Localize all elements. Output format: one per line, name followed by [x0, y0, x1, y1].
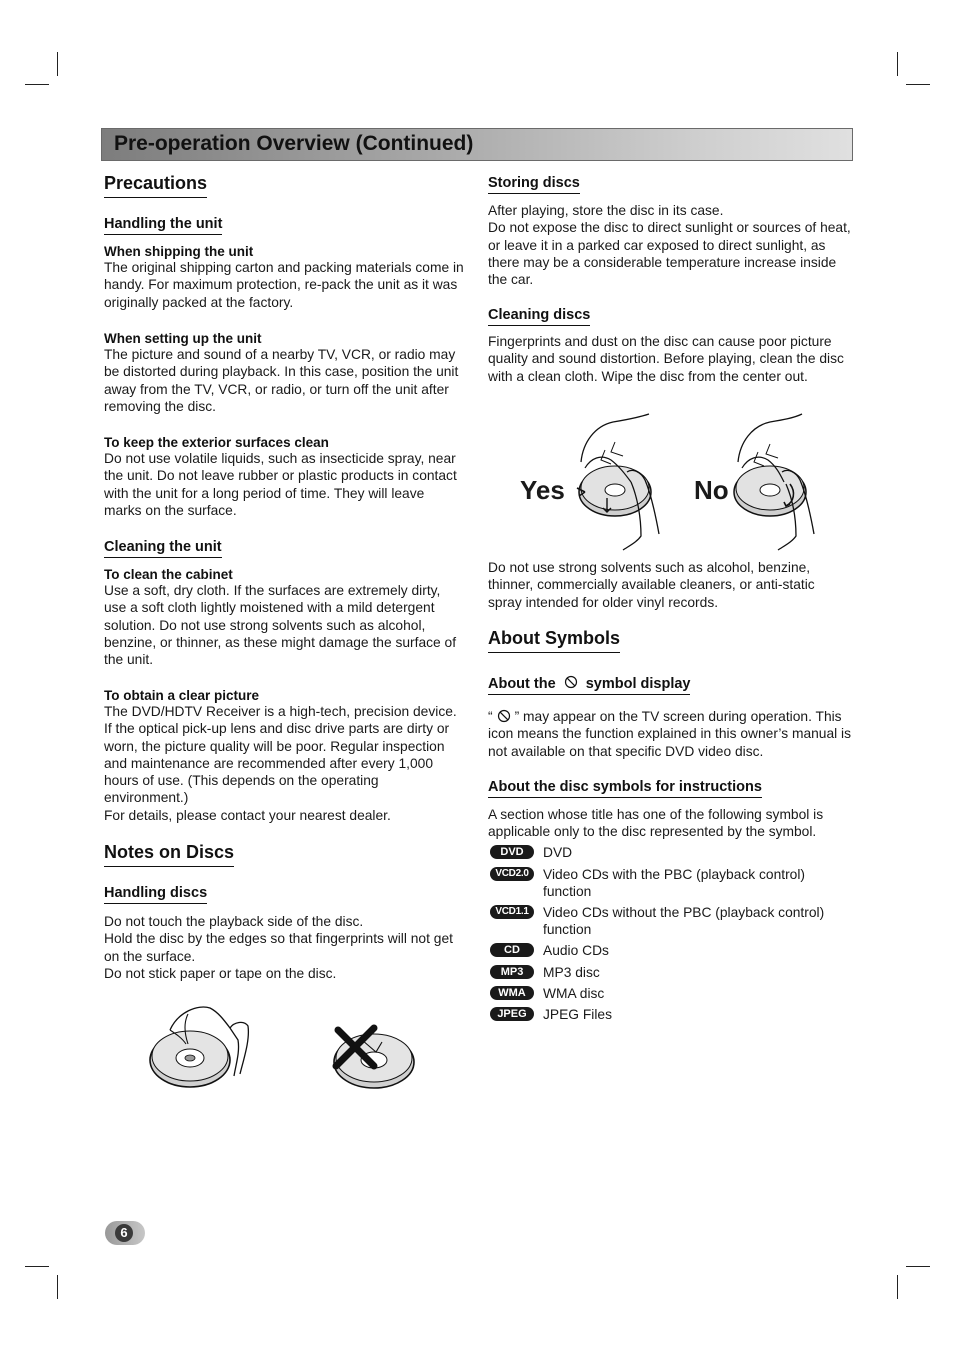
- shipping-subheading: When shipping the unit: [104, 244, 254, 259]
- mp3-description: MP3 disc: [543, 965, 600, 980]
- mp3-badge: MP3: [490, 965, 534, 979]
- handling-discs-line1: Do not touch the playback side of the disc.: [104, 914, 364, 929]
- jpeg-badge: JPEG: [490, 1007, 534, 1021]
- crop-mark: [906, 84, 930, 85]
- no-label: No: [694, 475, 729, 505]
- storing-line1: After playing, store the disc in its case.: [488, 203, 724, 218]
- setting-up-subheading: When setting up the unit: [104, 331, 262, 346]
- cd-description: Audio CDs: [543, 943, 609, 958]
- notes-discs-heading: Notes on Discs: [104, 842, 234, 867]
- clear-picture-text: The DVD/HDTV Receiver is a high-tech, precision device. If the optical pick-up lens and disc drive parts are dirty or worn, the picture quality will be poor. Regular inspection and maintenance are recommended after every 1,000 hours of use. (This depends on the operating environment.): [104, 704, 457, 806]
- setting-up-text: The picture and sound of a nearby TV, VCR, or radio may be distorted during playback. In this case, position the unit away from the TV, VCR, or radio, or turn off the unit after removing the disc.: [104, 347, 459, 414]
- prohibited-icon: [564, 675, 578, 689]
- disc-cleaning-incorrect-illustration: [732, 412, 824, 552]
- symbol-display-heading: [488, 675, 690, 695]
- disc-cleaning-correct-illustration: [575, 412, 667, 552]
- cd-badge: CD: [490, 943, 534, 957]
- cleaning-discs-heading: Cleaning discs: [488, 307, 590, 326]
- section-banner: [101, 128, 853, 161]
- page-number: 6: [115, 1224, 133, 1242]
- disc-symbols-heading: About the disc symbols for instructions: [488, 779, 762, 798]
- exterior-text: Do not use volatile liquids, such as insecticide spray, near the unit. Do not leave rubber or plastic products in contact with the unit for a long period of time. They will leave marks on the surface.: [104, 451, 457, 518]
- handling-discs-heading: Handling discs: [104, 885, 207, 904]
- about-symbols-heading: About Symbols: [488, 628, 620, 653]
- symbol-display-title-pre: About the: [488, 676, 556, 692]
- cleaning-unit-heading: Cleaning the unit: [104, 539, 222, 558]
- handling-discs-line3: Do not stick paper or tape on the disc.: [104, 965, 337, 981]
- prohibited-icon: [497, 709, 511, 723]
- dvd-badge: DVD: [490, 845, 534, 859]
- crop-mark: [57, 1275, 58, 1299]
- vcd20-badge: VCD2.0: [490, 867, 534, 881]
- crop-mark: [25, 1266, 49, 1267]
- storing-discs-heading: Storing discs: [488, 175, 580, 194]
- crop-mark: [897, 1275, 898, 1299]
- disc-symbols-text: A section whose title has one of the following symbol is applicable only to the disc represented by the symbol.: [488, 807, 824, 840]
- storing-line2: Do not expose the disc to direct sunlight or sources of heat, or leave it in a parked car exposed to direct sunlight, as there may be a considerable temperature increase inside the car.: [488, 220, 851, 288]
- vcd11-description: Video CDs without the PBC (playback control) function: [543, 905, 825, 938]
- symbol-display-description: ” may appear on the TV screen during operation. This icon means the function explained in this owner’s manual is not available on that specific DVD video disc.: [488, 709, 852, 759]
- crop-mark: [25, 84, 49, 85]
- symbol-display-text: [488, 708, 852, 760]
- dealer-text: For details, please contact your nearest dealer.: [104, 807, 391, 823]
- quote-open: “: [488, 709, 493, 724]
- crop-mark: [906, 1266, 930, 1267]
- handling-unit-heading: Handling the unit: [104, 216, 222, 235]
- disc-correct-hold-illustration: [148, 1000, 258, 1092]
- vcd20-description: Video CDs with the PBC (playback control) function: [543, 867, 805, 900]
- cabinet-text: Use a soft, dry cloth. If the surfaces are extremely dirty, use a soft cloth lightly moistened with a mild detergent solution. Do not use strong solvents such as alcohol, benzine, or thinner, as these might damage the surface of the unit.: [104, 583, 457, 668]
- jpeg-description: JPEG Files: [543, 1007, 612, 1022]
- cabinet-subheading: To clean the cabinet: [104, 567, 233, 582]
- vcd11-badge: VCD1.1: [490, 905, 534, 919]
- cleaning-discs-text: Fingerprints and dust on the disc can cause poor picture quality and sound distortion. Before playing, clean the disc with a clean cloth. Wipe the disc from the center out.: [488, 334, 844, 384]
- yes-label: Yes: [520, 475, 565, 505]
- disc-incorrect-hold-illustration: [330, 1022, 420, 1092]
- crop-mark: [897, 52, 898, 76]
- symbol-display-title-post: symbol display: [585, 676, 691, 692]
- exterior-subheading: To keep the exterior surfaces clean: [104, 435, 329, 450]
- page-number-tab: [105, 1221, 145, 1245]
- solvents-text: Do not use strong solvents such as alcohol, benzine, thinner, commercially available cleaners, or anti-static spray intended for older vinyl records.: [488, 560, 815, 610]
- crop-mark: [57, 52, 58, 76]
- wma-badge: WMA: [490, 986, 534, 1000]
- shipping-text: The original shipping carton and packing materials come in handy. For maximum protection, re-pack the unit as it was originally packed at the factory.: [104, 260, 464, 310]
- wma-description: WMA disc: [543, 986, 605, 1001]
- page-title: Pre-operation Overview (Continued): [114, 132, 474, 155]
- dvd-description: DVD: [543, 845, 573, 860]
- clear-picture-subheading: To obtain a clear picture: [104, 688, 260, 703]
- precautions-heading: Precautions: [104, 173, 207, 198]
- handling-discs-line2: Hold the disc by the edges so that fingerprints will not get on the surface.: [104, 931, 453, 964]
